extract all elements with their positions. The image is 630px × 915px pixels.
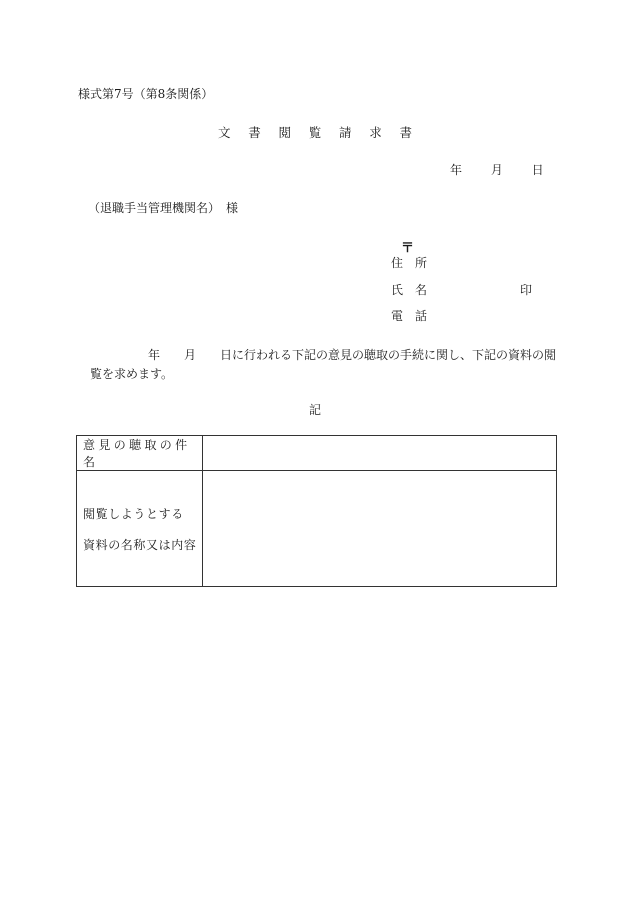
subject-value-cell[interactable] <box>203 436 557 471</box>
form-number: 様式第7号（第8条関係） <box>78 87 214 101</box>
address-label: 住 所 <box>391 256 428 270</box>
title-char: 文 <box>217 125 231 140</box>
subject-label-cell <box>77 436 203 471</box>
table-row <box>77 436 557 471</box>
material-label-cell <box>77 471 203 587</box>
phone-label: 電 話 <box>391 309 428 323</box>
title-char: 求 <box>369 125 382 140</box>
request-text-line1: 年 月 日に行われる下記の意見の聴取の手続に関し、下記の資料の閲 <box>148 348 557 362</box>
material-value-cell[interactable] <box>203 471 557 587</box>
ki-heading: 記 <box>308 403 321 417</box>
request-text-line2: 覧を求めます。 <box>90 367 174 381</box>
title-char: 書 <box>399 125 412 140</box>
date-year: 年 <box>450 163 463 177</box>
date-day: 日 <box>531 163 544 177</box>
title-char: 請 <box>338 125 352 140</box>
seal-mark: 印 <box>520 283 533 297</box>
title-char: 閲 <box>278 125 291 140</box>
material-label-line1: 閲覧しようとする <box>83 506 184 521</box>
title-char: 覧 <box>308 125 322 140</box>
title-char: 書 <box>248 125 261 140</box>
name-label: 氏 名 <box>391 283 428 297</box>
table-row <box>77 471 557 587</box>
date-line <box>450 161 544 178</box>
request-table <box>76 435 557 587</box>
material-label-line2: 資料の名称又は内容 <box>83 537 197 552</box>
postal-mark: 〒 <box>401 241 415 256</box>
document-title <box>0 123 630 141</box>
addressee: （退職手当管理機関名） 様 <box>88 201 239 215</box>
subject-label: 意見の聴取の件名 <box>83 438 191 469</box>
date-month: 月 <box>490 163 503 177</box>
